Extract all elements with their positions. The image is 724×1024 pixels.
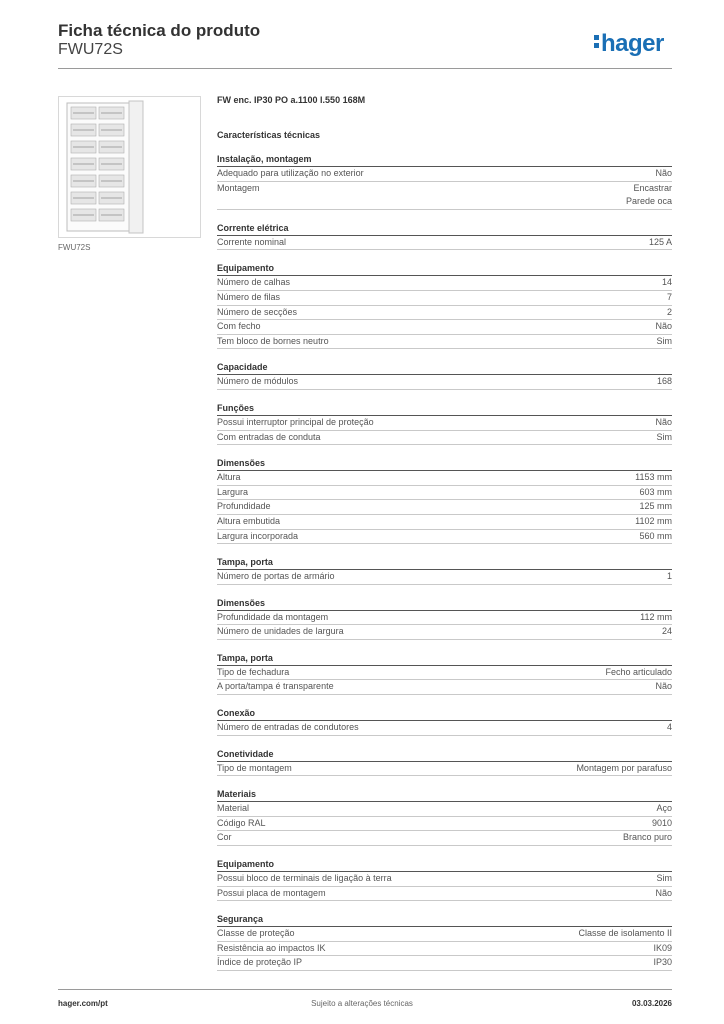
spec-label: Número de unidades de largura bbox=[217, 626, 344, 637]
section-title: Dimensões bbox=[217, 596, 672, 611]
spec-value: 4 bbox=[666, 722, 672, 733]
spec-value: 7 bbox=[666, 291, 672, 302]
spec-value: 560 mm bbox=[639, 530, 672, 541]
spec-row bbox=[217, 762, 672, 777]
spec-row bbox=[217, 416, 672, 431]
section-title: Equipamento bbox=[217, 261, 672, 276]
spec-value: Não bbox=[655, 681, 672, 692]
spec-row bbox=[217, 530, 672, 545]
spec-value: Branco puro bbox=[622, 832, 672, 843]
spec-value: Montagem por parafuso bbox=[576, 762, 672, 773]
spec-value: Sim bbox=[656, 335, 672, 346]
spec-row bbox=[217, 335, 672, 350]
spec-label: Largura incorporada bbox=[217, 530, 299, 541]
spec-value: 9010 bbox=[651, 817, 672, 828]
spec-section bbox=[217, 651, 672, 695]
spec-label: Cor bbox=[217, 832, 232, 843]
spec-label: Largura bbox=[217, 486, 249, 497]
section-title: Conexão bbox=[217, 706, 672, 721]
hager-logo bbox=[594, 30, 664, 58]
spec-row bbox=[217, 375, 672, 390]
product-name: FW enc. IP30 PO a.1100 l.550 168M bbox=[217, 95, 366, 105]
spec-row bbox=[217, 721, 672, 736]
spec-value: 1102 mm bbox=[635, 515, 672, 526]
footer-date: 03.03.2026 bbox=[631, 999, 672, 1008]
spec-sections bbox=[217, 152, 672, 971]
spec-section bbox=[217, 857, 672, 901]
spec-row bbox=[217, 570, 672, 585]
spec-section bbox=[217, 912, 672, 971]
spec-row bbox=[217, 431, 672, 446]
spec-label: Número de portas de armário bbox=[217, 571, 335, 582]
spec-row bbox=[217, 817, 672, 832]
spec-value: Sim bbox=[656, 431, 672, 442]
logo-dots-icon bbox=[594, 35, 600, 51]
spec-row bbox=[217, 872, 672, 887]
spec-section bbox=[217, 596, 672, 640]
spec-label: Número de módulos bbox=[217, 376, 299, 387]
characteristics-title: Características técnicas bbox=[217, 130, 321, 140]
spec-label: Possui placa de montagem bbox=[217, 887, 326, 898]
spec-value: 168 bbox=[656, 376, 672, 387]
spec-row bbox=[217, 831, 672, 846]
spec-label: Montagem bbox=[217, 182, 260, 193]
spec-row bbox=[217, 486, 672, 501]
spec-label: Número de filas bbox=[217, 291, 281, 302]
spec-value: Não bbox=[655, 168, 672, 178]
spec-label: Altura embutida bbox=[217, 515, 281, 526]
spec-section bbox=[217, 221, 672, 251]
spec-row bbox=[217, 515, 672, 530]
spec-row bbox=[217, 942, 672, 957]
document-title: Ficha técnica do produto bbox=[58, 21, 261, 40]
spec-section bbox=[217, 555, 672, 585]
spec-label: Com entradas de conduta bbox=[217, 431, 321, 442]
spec-value: 1153 mm bbox=[635, 472, 672, 483]
spec-row bbox=[217, 167, 672, 182]
section-title: Tampa, porta bbox=[217, 555, 672, 570]
section-title: Materiais bbox=[217, 787, 672, 802]
spec-label: Classe de proteção bbox=[217, 928, 295, 939]
spec-value: IK09 bbox=[653, 942, 672, 953]
section-title: Instalação, montagem bbox=[217, 152, 672, 167]
spec-value: Encastrar Parede oca bbox=[625, 182, 672, 207]
spec-row bbox=[217, 291, 672, 306]
section-title: Capacidade bbox=[217, 360, 672, 375]
distribution-board-illustration bbox=[59, 97, 200, 237]
spec-section bbox=[217, 360, 672, 390]
spec-section bbox=[217, 747, 672, 777]
spec-value: 14 bbox=[661, 277, 672, 288]
spec-row bbox=[217, 956, 672, 971]
spec-section bbox=[217, 261, 672, 349]
spec-label: Possui interruptor principal de proteção bbox=[217, 416, 374, 427]
spec-value: 1 bbox=[666, 571, 672, 582]
spec-row bbox=[217, 927, 672, 942]
spec-label: Possui bloco de terminais de ligação à terra bbox=[217, 873, 392, 884]
spec-label: Profundidade bbox=[217, 501, 271, 512]
footer-divider bbox=[58, 989, 672, 990]
spec-label: Tem bloco de bornes neutro bbox=[217, 335, 329, 346]
spec-value: Não bbox=[655, 321, 672, 332]
spec-label: Tipo de montagem bbox=[217, 762, 292, 773]
spec-row bbox=[217, 680, 672, 695]
spec-label: Material bbox=[217, 803, 250, 814]
spec-row bbox=[217, 236, 672, 251]
spec-value: 24 bbox=[661, 626, 672, 637]
spec-value: 125 mm bbox=[639, 501, 672, 512]
spec-value: 2 bbox=[666, 306, 672, 317]
section-title: Tampa, porta bbox=[217, 651, 672, 666]
header-divider bbox=[58, 68, 672, 69]
spec-row bbox=[217, 802, 672, 817]
spec-label: Corrente nominal bbox=[217, 236, 287, 247]
spec-content bbox=[217, 94, 672, 971]
section-title: Dimensões bbox=[217, 456, 672, 471]
spec-value: Aço bbox=[656, 803, 672, 814]
spec-value: 125 A bbox=[648, 236, 672, 247]
footer-website[interactable]: hager.com/pt bbox=[58, 999, 108, 1008]
section-title: Equipamento bbox=[217, 857, 672, 872]
spec-value: Não bbox=[655, 416, 672, 427]
spec-row bbox=[217, 320, 672, 335]
spec-value: Não bbox=[655, 887, 672, 898]
spec-section bbox=[217, 787, 672, 846]
product-image bbox=[58, 96, 201, 238]
spec-row bbox=[217, 471, 672, 486]
spec-row bbox=[217, 666, 672, 681]
spec-section bbox=[217, 401, 672, 445]
spec-value: IP30 bbox=[653, 957, 672, 968]
spec-row bbox=[217, 611, 672, 626]
spec-row bbox=[217, 887, 672, 902]
spec-section bbox=[217, 152, 672, 210]
spec-label: Código RAL bbox=[217, 817, 266, 828]
spec-label: Altura bbox=[217, 472, 241, 483]
spec-value: Sim bbox=[656, 873, 672, 884]
spec-section bbox=[217, 706, 672, 736]
logo-text: hager bbox=[601, 30, 664, 57]
section-title: Funções bbox=[217, 401, 672, 416]
spec-label: Índice de proteção IP bbox=[217, 957, 303, 968]
spec-label: A porta/tampa é transparente bbox=[217, 681, 334, 692]
spec-row bbox=[217, 625, 672, 640]
spec-label: Resistência ao impactos IK bbox=[217, 942, 326, 953]
section-title: Corrente elétrica bbox=[217, 221, 672, 236]
spec-section bbox=[217, 456, 672, 544]
spec-row bbox=[217, 500, 672, 515]
spec-label: Tipo de fechadura bbox=[217, 666, 290, 677]
spec-label: Número de entradas de condutores bbox=[217, 722, 359, 733]
spec-row bbox=[217, 306, 672, 321]
footer-disclaimer: Sujeito a alterações técnicas bbox=[311, 999, 413, 1008]
spec-value: Fecho articulado bbox=[605, 666, 672, 677]
product-code: FWU72S bbox=[58, 41, 123, 58]
section-title: Conetividade bbox=[217, 747, 672, 762]
spec-label: Número de secções bbox=[217, 306, 298, 317]
spec-row bbox=[217, 182, 672, 210]
spec-value: 603 mm bbox=[639, 486, 672, 497]
spec-value: Classe de isolamento II bbox=[578, 928, 672, 939]
spec-value: 112 mm bbox=[640, 611, 672, 622]
image-caption: FWU72S bbox=[58, 243, 91, 252]
spec-label: Número de calhas bbox=[217, 277, 291, 288]
spec-row bbox=[217, 276, 672, 291]
section-title: Segurança bbox=[217, 912, 672, 927]
spec-label: Profundidade da montagem bbox=[217, 611, 329, 622]
spec-label: Adequado para utilização no exterior bbox=[217, 168, 364, 178]
spec-label: Com fecho bbox=[217, 321, 261, 332]
